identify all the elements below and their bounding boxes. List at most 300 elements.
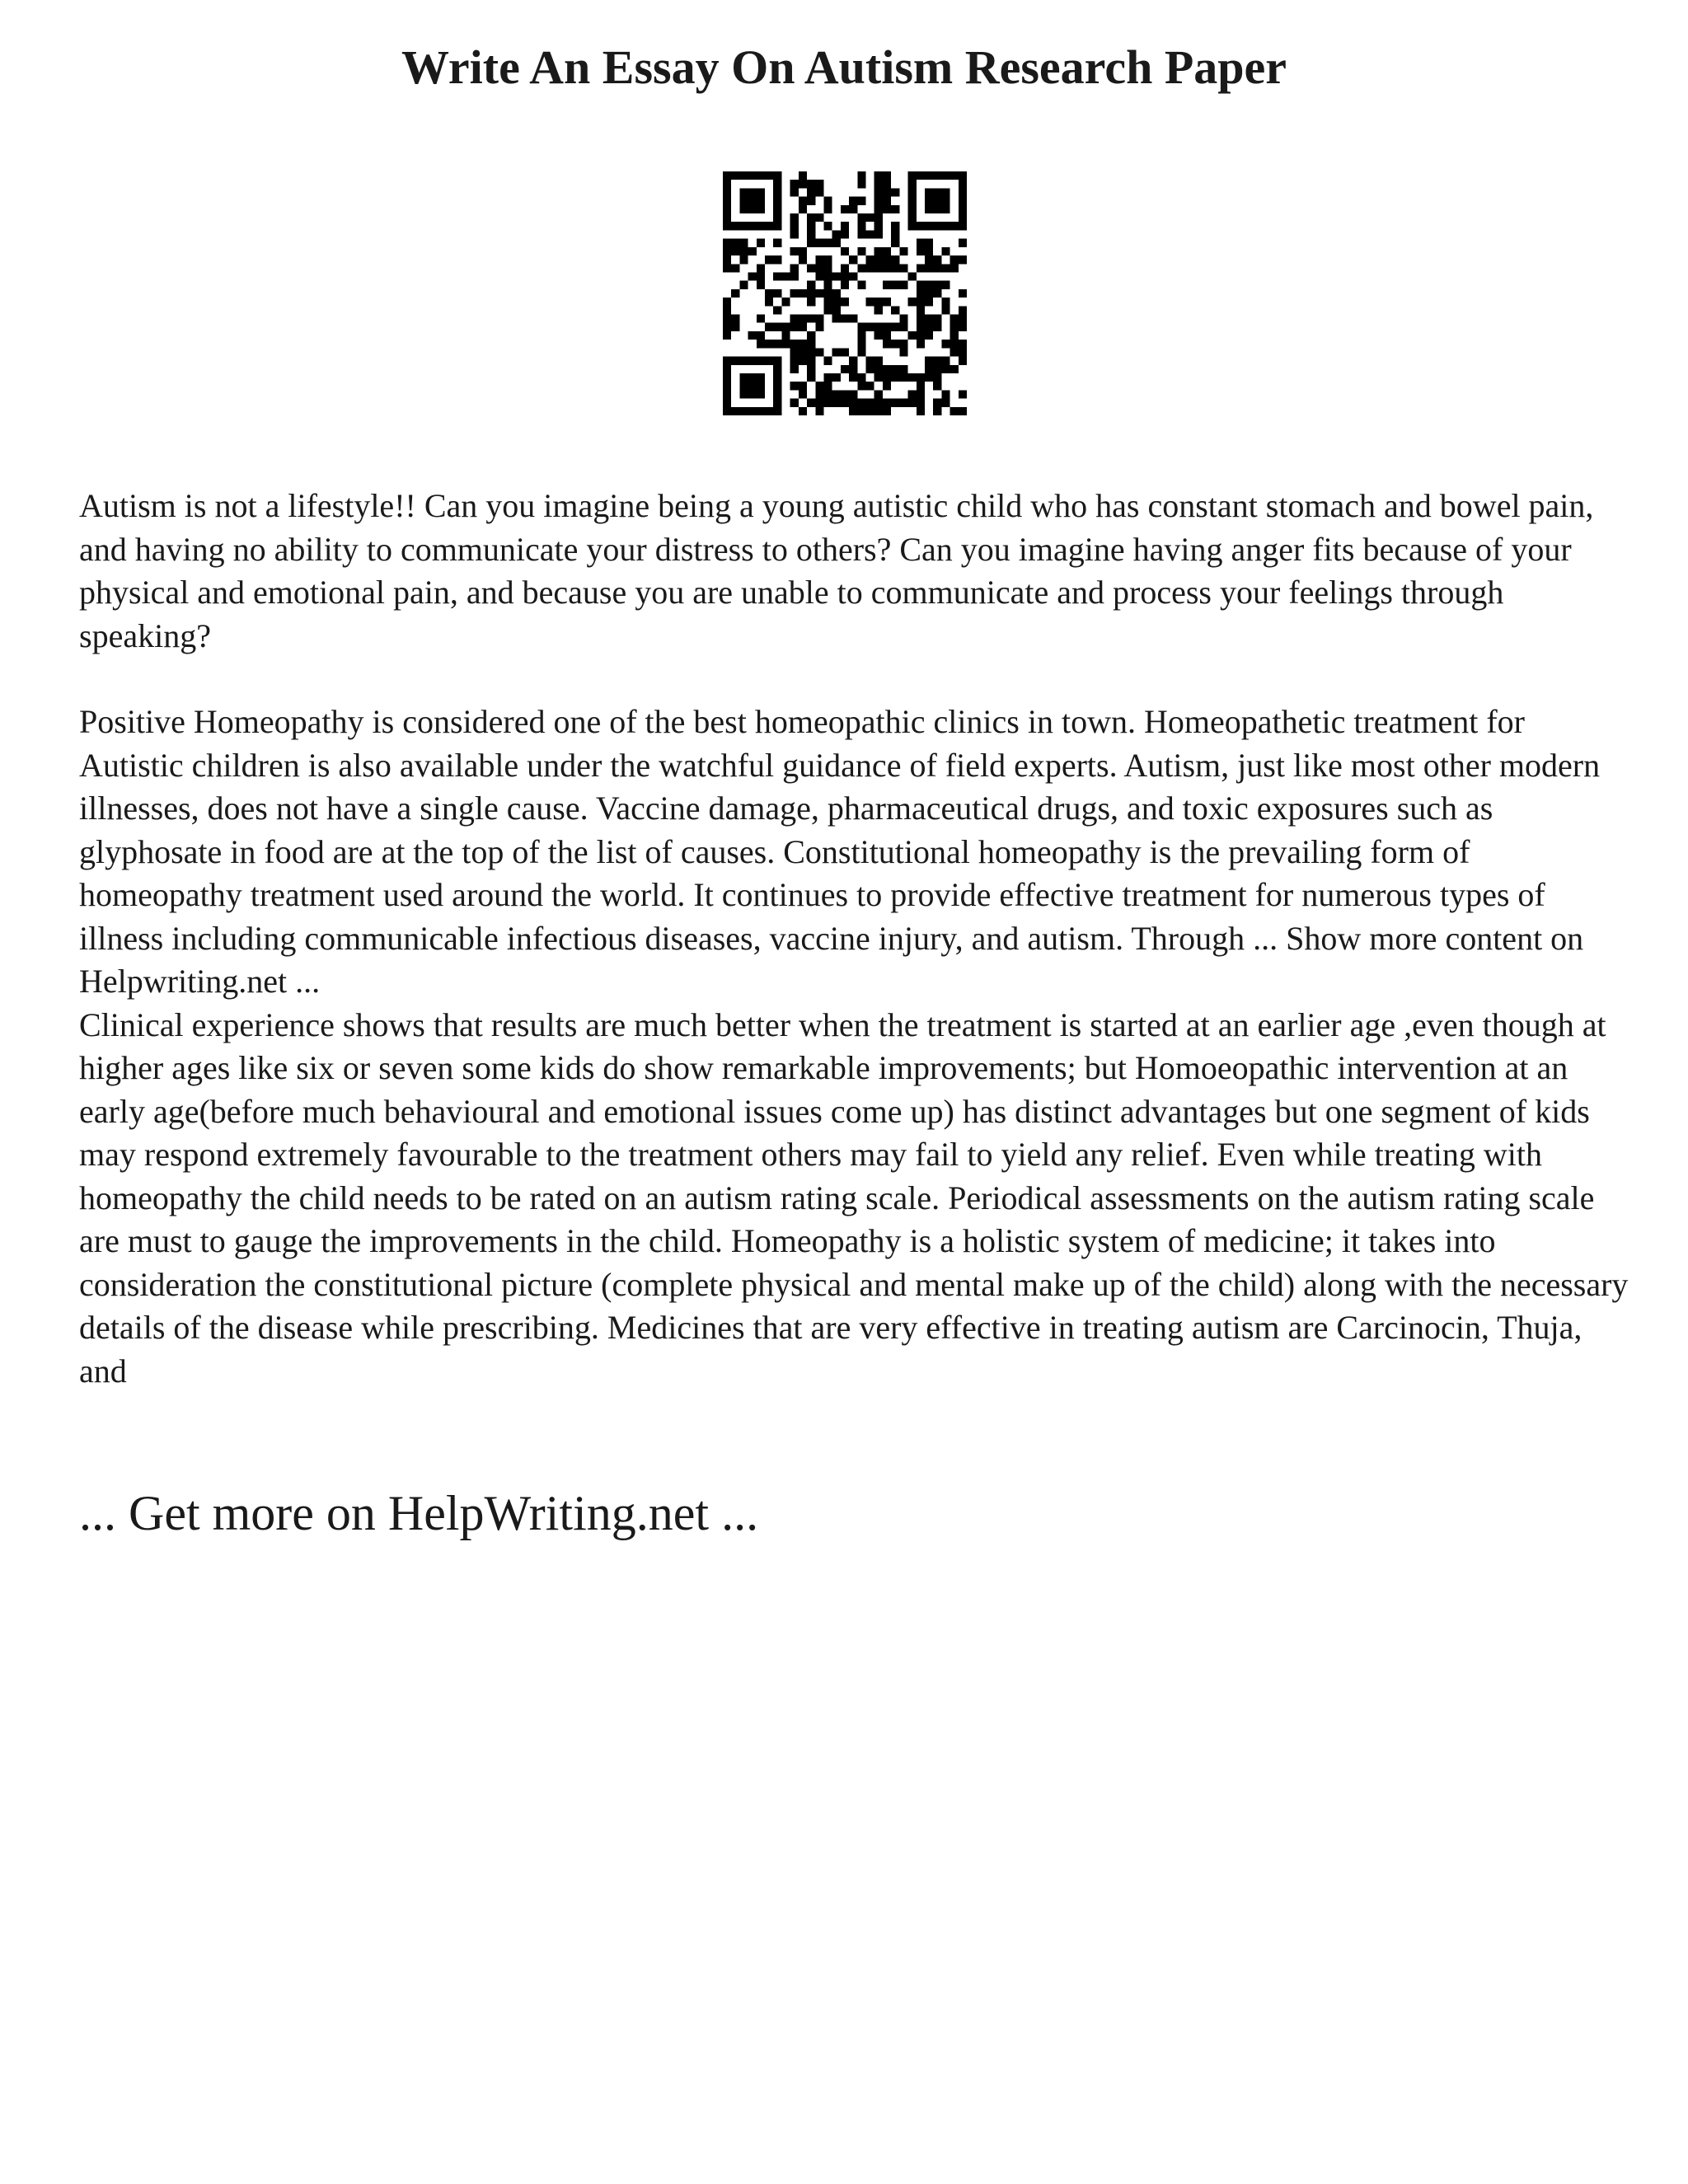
qr-module (748, 171, 757, 180)
qr-module (874, 213, 883, 222)
body-section (79, 701, 1629, 1393)
qr-module (823, 298, 832, 306)
qr-module (739, 197, 748, 205)
qr-module (959, 222, 967, 230)
qr-module (832, 289, 841, 298)
qr-module (925, 222, 933, 230)
qr-module (832, 306, 841, 314)
qr-module (849, 272, 857, 280)
qr-module (807, 289, 815, 298)
qr-module (757, 390, 765, 398)
qr-module (781, 272, 790, 280)
qr-module (917, 306, 925, 314)
qr-module (874, 222, 883, 230)
qr-module (891, 373, 899, 382)
qr-module (832, 298, 841, 306)
qr-module (841, 298, 849, 306)
qr-module (799, 340, 807, 348)
qr-module (807, 399, 815, 407)
qr-module (832, 399, 841, 407)
qr-module (815, 382, 823, 390)
qr-module (757, 264, 765, 272)
qr-module (757, 239, 765, 247)
qr-module (908, 180, 917, 188)
qr-module (925, 239, 933, 247)
qr-module (757, 222, 765, 230)
qr-module (765, 289, 773, 298)
qr-module (908, 399, 917, 407)
qr-module (739, 373, 748, 382)
qr-module (917, 247, 925, 255)
qr-module (739, 188, 748, 196)
qr-module (748, 390, 757, 398)
qr-module (815, 239, 823, 247)
qr-module (807, 197, 815, 205)
qr-module (723, 239, 731, 247)
qr-module (723, 407, 731, 415)
qr-module (891, 264, 899, 272)
qr-module (917, 264, 925, 272)
qr-module (773, 306, 781, 314)
qr-module (815, 255, 823, 264)
qr-module (933, 315, 941, 323)
qr-module (925, 247, 933, 255)
qr-module (899, 340, 907, 348)
qr-module (925, 289, 933, 298)
qr-module (866, 365, 874, 373)
qr-module (807, 222, 815, 230)
qr-module (807, 213, 815, 222)
qr-module (748, 407, 757, 415)
qr-module (866, 399, 874, 407)
qr-module (941, 306, 950, 314)
qr-module (883, 382, 891, 390)
qr-module (790, 180, 799, 188)
qr-module (883, 205, 891, 213)
qr-module (731, 247, 739, 255)
qr-module (823, 357, 832, 365)
qr-module (908, 188, 917, 196)
qr-module (748, 357, 757, 365)
qr-module (799, 255, 807, 264)
qr-module (731, 357, 739, 365)
qr-module (739, 357, 748, 365)
qr-module (857, 323, 865, 331)
qr-module (950, 348, 959, 356)
qr-module (757, 205, 765, 213)
qr-module (866, 264, 874, 272)
qr-module (849, 357, 857, 365)
qr-module (815, 399, 823, 407)
qr-module (925, 357, 933, 365)
qr-module (959, 171, 967, 180)
qr-module (790, 399, 799, 407)
qr-module (933, 365, 941, 373)
qr-module (832, 239, 841, 247)
qr-module (933, 323, 941, 331)
qr-module (748, 197, 757, 205)
qr-module (773, 373, 781, 382)
qr-module (857, 230, 865, 238)
qr-module (925, 281, 933, 289)
qr-module (723, 247, 731, 255)
qr-module (917, 331, 925, 340)
qr-module (815, 264, 823, 272)
qr-module (815, 348, 823, 356)
document-title: Write An Essay On Autism Research Paper (401, 40, 1287, 94)
qr-module (757, 281, 765, 289)
qr-module (866, 407, 874, 415)
qr-module (933, 205, 941, 213)
qr-module (823, 205, 832, 213)
qr-code-graphic (723, 171, 967, 415)
qr-module (739, 255, 748, 264)
qr-module (765, 340, 773, 348)
qr-module (891, 399, 899, 407)
qr-module (773, 239, 781, 247)
qr-module (790, 315, 799, 323)
qr-module (874, 357, 883, 365)
qr-module (773, 382, 781, 390)
qr-module (933, 382, 941, 390)
qr-module (807, 357, 815, 365)
qr-module (899, 315, 907, 323)
qr-module (849, 390, 857, 398)
qr-module (773, 407, 781, 415)
qr-module (765, 171, 773, 180)
intro-paragraph: Autism is not a lifestyle!! Can you imagine being a young autistic child who has constant stomach and bowel pain, and having no ability to communicate your distress to others? Can you imagine having anger fits because of your physical and emotional pain, and because you are unable to communicate and process your feelings through speaking? (79, 487, 1594, 654)
qr-module (748, 205, 757, 213)
qr-module (823, 289, 832, 298)
qr-module (925, 205, 933, 213)
qr-module (739, 171, 748, 180)
qr-module (723, 365, 731, 373)
qr-module (883, 407, 891, 415)
qr-module (941, 390, 950, 398)
qr-module (959, 255, 967, 264)
qr-module (933, 255, 941, 264)
qr-module (849, 373, 857, 382)
qr-module (941, 197, 950, 205)
qr-module (781, 340, 790, 348)
qr-module (841, 264, 849, 272)
qr-module (799, 171, 807, 180)
qr-module (933, 373, 941, 382)
qr-module (849, 365, 857, 373)
qr-module (950, 340, 959, 348)
qr-module (748, 247, 757, 255)
qr-module (739, 222, 748, 230)
qr-module (883, 247, 891, 255)
qr-module (908, 331, 917, 340)
qr-module (757, 171, 765, 180)
qr-module (790, 188, 799, 196)
qr-module (891, 323, 899, 331)
qr-module (739, 281, 748, 289)
qr-module (941, 298, 950, 306)
qr-module (815, 323, 823, 331)
qr-module (790, 340, 799, 348)
qr-module (799, 323, 807, 331)
qr-module (773, 188, 781, 196)
qr-module (790, 230, 799, 238)
qr-module (773, 365, 781, 373)
qr-module (739, 205, 748, 213)
qr-module (933, 171, 941, 180)
qr-module (917, 323, 925, 331)
qr-module (959, 340, 967, 348)
qr-module (933, 289, 941, 298)
qr-module (739, 407, 748, 415)
qr-module (933, 281, 941, 289)
qr-module (731, 239, 739, 247)
qr-module (832, 373, 841, 382)
qr-module (866, 382, 874, 390)
qr-module (815, 289, 823, 298)
qr-module (773, 180, 781, 188)
qr-module (866, 298, 874, 306)
qr-module (891, 306, 899, 314)
qr-module (933, 399, 941, 407)
qr-module (874, 230, 883, 238)
qr-module (874, 399, 883, 407)
qr-module (807, 365, 815, 373)
qr-module (841, 348, 849, 356)
qr-module (891, 255, 899, 264)
qr-module (857, 222, 865, 230)
get-more-link[interactable]: ... Get more on HelpWriting.net ... (79, 1486, 759, 1540)
qr-module (841, 365, 849, 373)
qr-module (950, 171, 959, 180)
qr-module (866, 255, 874, 264)
qr-module (908, 390, 917, 398)
qr-module (815, 213, 823, 222)
qr-module (841, 399, 849, 407)
qr-module (823, 382, 832, 390)
qr-module (773, 289, 781, 298)
qr-module (908, 222, 917, 230)
qr-module (950, 315, 959, 323)
qr-module (883, 171, 891, 180)
qr-module (748, 222, 757, 230)
qr-module (757, 407, 765, 415)
qr-module (832, 390, 841, 398)
qr-module (790, 348, 799, 356)
qr-module (841, 272, 849, 280)
qr-module (874, 298, 883, 306)
qr-module (723, 197, 731, 205)
qr-module (959, 239, 967, 247)
qr-module (807, 188, 815, 196)
qr-module (748, 373, 757, 382)
qr-module (823, 390, 832, 398)
qr-module (874, 180, 883, 188)
qr-module (959, 289, 967, 298)
qr-module (841, 281, 849, 289)
qr-module (959, 348, 967, 356)
clinical-paragraph: Clinical experience shows that results are much better when the treatment is started at an earlier age ,even though at higher ages like six or seven some kids do show remarkable improvements; but Homoeopathic intervention at an early age(before much behavioural and emotional issues come up) has distinct advantages but one segment of kids may respond extremely favourable to the treatment others may fail to yield any relief. Even while treating with homeopathy the child needs to be rated on an autism rating scale. Periodical assessments on the autism rating scale are must to gauge the improvements in the child. Homeopathy is a holistic system of medicine; it takes into consideration the constitutional picture (complete physical and mental make up of the child) along with the necessary details of the disease while prescribing. Medicines that are very effective in treating autism are Carcinocin, Thuja, and (79, 1005, 1629, 1390)
qr-module (807, 373, 815, 382)
qr-module (790, 357, 799, 365)
qr-module (933, 222, 941, 230)
qr-module (857, 382, 865, 390)
qr-module (874, 197, 883, 205)
qr-module (841, 205, 849, 213)
qr-module (883, 197, 891, 205)
qr-module (815, 180, 823, 188)
qr-module (823, 239, 832, 247)
qr-module (908, 171, 917, 180)
qr-module (925, 188, 933, 196)
qr-module (841, 390, 849, 398)
qr-module (773, 357, 781, 365)
qr-module (807, 298, 815, 306)
qr-module (917, 298, 925, 306)
homeopathy-paragraph: Positive Homeopathy is considered one of the best homeopathic clinics in town. Homeopathetic treatment for Autistic children is also available under the watchful guidance of field experts. Autism, just like most other modern illnesses, does not have a single cause. Vaccine damage, pharmaceutical drugs, and toxic exposures such as glyphosate in food are at the top of the list of causes. Constitutional homeopathy is the prevailing form of homeopathy treatment used around the world. It continues to provide effective treatment for numerous types of illness including communicable infectious diseases, vaccine injury, and autism. Through ... Show more content on Helpwriting.net ... (79, 703, 1601, 1000)
qr-module (790, 382, 799, 390)
qr-module (765, 255, 773, 264)
qr-module (823, 264, 832, 272)
qr-module (723, 222, 731, 230)
qr-module (807, 239, 815, 247)
qr-module (883, 255, 891, 264)
qr-module (731, 222, 739, 230)
qr-module (857, 281, 865, 289)
qr-module (891, 239, 899, 247)
qr-module (841, 230, 849, 238)
qr-module (941, 264, 950, 272)
qr-module (799, 357, 807, 365)
qr-module (799, 197, 807, 205)
qr-module (874, 373, 883, 382)
qr-module (959, 205, 967, 213)
qr-module (807, 264, 815, 272)
qr-module (941, 399, 950, 407)
qr-module (908, 298, 917, 306)
qr-module (917, 340, 925, 348)
qr-module (891, 340, 899, 348)
qr-module (950, 323, 959, 331)
qr-module (757, 340, 765, 348)
qr-module (933, 407, 941, 415)
qr-module (857, 213, 865, 222)
qr-module (790, 323, 799, 331)
qr-module (925, 197, 933, 205)
qr-module (849, 197, 857, 205)
qr-module (790, 289, 799, 298)
qr-module (781, 298, 790, 306)
qr-module (773, 205, 781, 213)
qr-module (799, 315, 807, 323)
qr-module (908, 213, 917, 222)
qr-module (959, 315, 967, 323)
qr-module (959, 188, 967, 196)
qr-module (807, 281, 815, 289)
qr-module (723, 255, 731, 264)
qr-module (925, 264, 933, 272)
qr-module (883, 281, 891, 289)
qr-module (849, 255, 857, 264)
qr-module (723, 213, 731, 222)
qr-module (723, 323, 731, 331)
qr-module (773, 197, 781, 205)
qr-module (723, 331, 731, 340)
qr-module (899, 323, 907, 331)
qr-module (950, 365, 959, 373)
qr-module (874, 365, 883, 373)
qr-module (723, 264, 731, 272)
qr-module (874, 188, 883, 196)
qr-module (832, 272, 841, 280)
qr-module (799, 390, 807, 398)
qr-module (941, 281, 950, 289)
qr-module (917, 315, 925, 323)
qr-module (739, 247, 748, 255)
qr-module (883, 365, 891, 373)
qr-module (748, 331, 757, 340)
qr-module (731, 315, 739, 323)
qr-module (899, 281, 907, 289)
qr-module (723, 373, 731, 382)
qr-module (857, 348, 865, 356)
qr-module (739, 239, 748, 247)
qr-module (773, 213, 781, 222)
qr-module (757, 197, 765, 205)
qr-module (950, 331, 959, 340)
qr-module (883, 340, 891, 348)
qr-module (874, 331, 883, 340)
qr-module (773, 171, 781, 180)
qr-module (849, 205, 857, 213)
qr-module (933, 264, 941, 272)
qr-module (925, 298, 933, 306)
qr-module (925, 373, 933, 382)
qr-module (959, 390, 967, 398)
qr-module (950, 407, 959, 415)
qr-module (807, 230, 815, 238)
qr-module (773, 272, 781, 280)
qr-module (723, 315, 731, 323)
qr-module (866, 357, 874, 365)
qr-module (917, 171, 925, 180)
qr-module (823, 306, 832, 314)
qr-module (941, 171, 950, 180)
qr-module (823, 281, 832, 289)
qr-module (874, 247, 883, 255)
qr-module (731, 264, 739, 272)
qr-module (917, 399, 925, 407)
qr-module (959, 180, 967, 188)
qr-module (899, 399, 907, 407)
qr-module (757, 188, 765, 196)
qr-module (941, 205, 950, 213)
qr-module (950, 264, 959, 272)
qr-module (832, 230, 841, 238)
qr-module (757, 331, 765, 340)
qr-module (723, 188, 731, 196)
qr-module (723, 306, 731, 314)
qr-module (857, 340, 865, 348)
qr-module (874, 306, 883, 314)
qr-module (917, 373, 925, 382)
qr-module (731, 289, 739, 298)
qr-module (765, 357, 773, 365)
qr-module (823, 197, 832, 205)
qr-module (908, 272, 917, 280)
qr-module (925, 331, 933, 340)
qr-module (723, 171, 731, 180)
qr-module (857, 407, 865, 415)
